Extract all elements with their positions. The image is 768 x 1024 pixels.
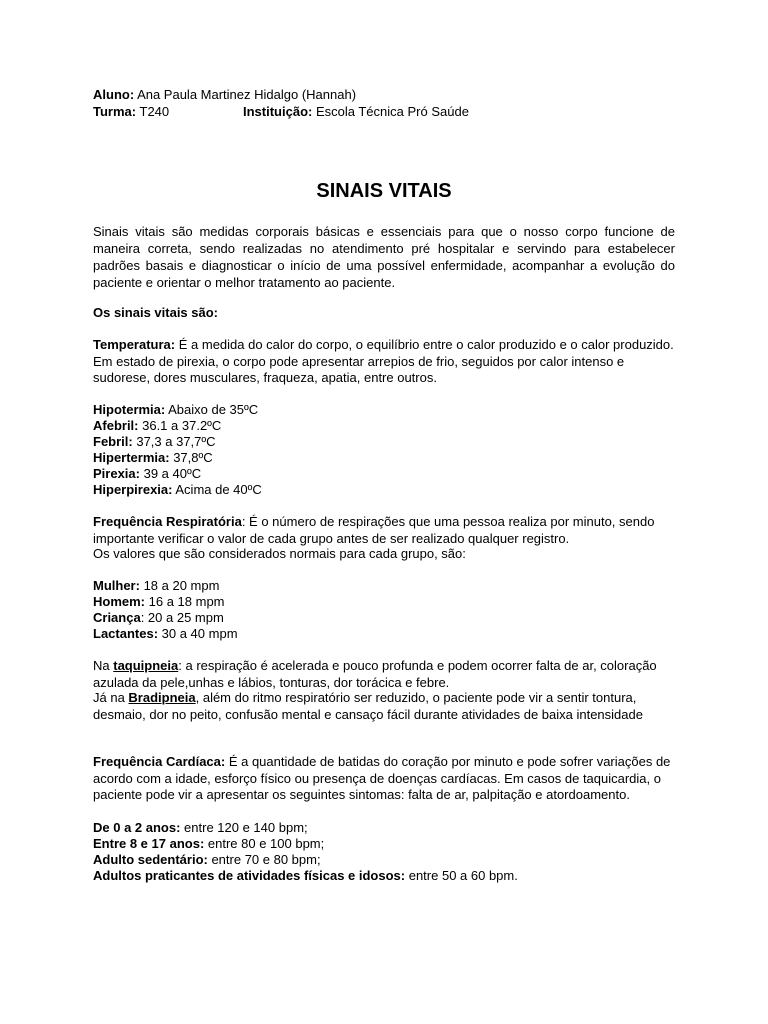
card-item: Adulto sedentário: entre 70 e 80 bpm;	[93, 852, 321, 867]
bradipneia-term: Bradipneia	[128, 690, 196, 705]
bradipneia-paragraph: Já na Bradipneia, além do ritmo respiratório ser reduzido, o paciente pode vir a sentir tontura, desmaio, dor no peito, confusão mental e cansaço fácil durante atividades de baixa intensidade	[93, 690, 643, 722]
subheading: Os sinais vitais são:	[93, 305, 219, 320]
class-line	[93, 104, 693, 120]
temp-item: Afebril: 36.1 a 37.2ºC	[93, 418, 222, 433]
resp-item: Mulher: 18 a 20 mpm	[93, 578, 220, 593]
resp-item: Homem: 16 a 18 mpm	[93, 594, 225, 609]
resp-item: Lactantes: 30 a 40 mpm	[93, 626, 238, 641]
temp-item: Hiperpirexia: Acima de 40ºC	[93, 482, 262, 497]
temperatura-text: É a medida do calor do corpo, o equilíbrio entre o calor produzido e o calor produzido. Em estado de pirexia, o corpo pode apresentar arrepios de frio, seguidos por calor intenso e sudorese, dores musculares, fraqueza, apatia, entre outros.	[93, 337, 674, 385]
temp-item: Hipertermia: 37,8ºC	[93, 450, 213, 465]
temp-item: Febril: 37,3 a 37,7ºC	[93, 434, 216, 449]
intro-paragraph: Sinais vitais são medidas corporais básicas e essenciais para que o nosso corpo funcione de maneira correta, sendo realizadas no atendimento pré hospitalar e servindo para estabelecer padrões basais e diagnosticar o início de uma possível enfermidade, acompanhar a evolução do paciente e orientar o melhor tratamento ao paciente.	[93, 224, 675, 290]
cardiaca-label: Frequência Cardíaca:	[93, 754, 226, 769]
temp-item: Hipotermia: Abaixo de 35ºC	[93, 402, 259, 417]
temperatura-label: Temperatura:	[93, 337, 176, 352]
turma-value: T240	[139, 104, 170, 119]
page-title: SINAIS VITAIS	[316, 180, 452, 202]
temperatura-paragraph	[93, 337, 683, 387]
aluno-label: Aluno:	[93, 87, 135, 102]
respiratoria-paragraph	[93, 514, 683, 547]
student-line	[93, 87, 356, 103]
respiratoria-label: Frequência Respiratória	[93, 514, 242, 529]
instituicao-value: Escola Técnica Pró Saúde	[315, 104, 469, 119]
card-item: Entre 8 e 17 anos: entre 80 e 100 bpm;	[93, 836, 325, 851]
taquipneia-term: taquipneia	[113, 658, 179, 673]
instituicao-label: Instituição:	[243, 104, 313, 119]
cardiaca-text: É a quantidade de batidas do coração por minuto e pode sofrer variações de acordo com a idade, esforço físico ou presença de doenças cardíacas. Em casos de taquicardia, o paciente pode vir a apresentar os seguintes sintomas: falta de ar, palpitação e atordoamento.	[93, 754, 671, 802]
respiratoria-text2: Os valores que são considerados normais para cada grupo, são:	[93, 546, 466, 561]
temp-item: Pirexia: 39 a 40ºC	[93, 466, 202, 481]
aluno-value: Ana Paula Martinez Hidalgo (Hannah)	[137, 87, 357, 102]
cardiaca-paragraph	[93, 754, 683, 804]
respiratoria-text: : É o número de respirações que uma pessoa realiza por minuto, sendo importante verificar o valor de cada grupo antes de ser realizado qualquer registro.	[93, 514, 655, 546]
institution-group	[243, 104, 469, 120]
card-item: De 0 a 2 anos: entre 120 e 140 bpm;	[93, 820, 308, 835]
resp-item: Criança: 20 a 25 mpm	[93, 610, 224, 625]
card-item: Adultos praticantes de atividades físicas e idosos: entre 50 a 60 bpm.	[93, 868, 518, 883]
taquipneia-paragraph: Na taquipneia: a respiração é acelerada e pouco profunda e podem ocorrer falta de ar, coloração azulada da pele,unhas e lábios, tonturas, dor torácica e febre.	[93, 658, 657, 690]
turma-label: Turma:	[93, 104, 137, 119]
